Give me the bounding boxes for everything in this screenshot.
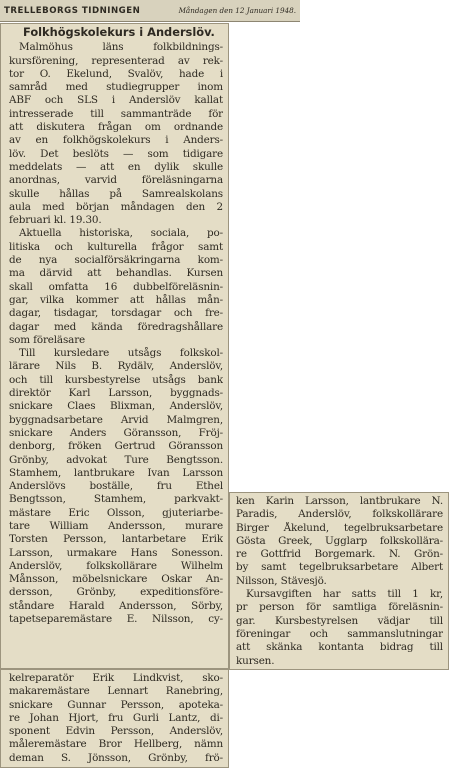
text-line: Nilsson, Stävesjö. — [236, 574, 327, 587]
text-line: gar, vilka kommer att hållas mån- — [9, 293, 223, 306]
text-line: kursen. — [236, 654, 275, 667]
text-line: byggnadsarbetare Arvid Malmgren, — [9, 413, 223, 426]
text-line: de nya socialförsäkringarna kom- — [9, 254, 223, 267]
text-line: Anderslöv, folkskollärare Wilhelm — [9, 559, 223, 572]
text-line: meddelats — att en dylik skulle — [9, 160, 223, 173]
text-line: dersson, Grönby, expeditionsföre- — [9, 586, 223, 599]
text-line: litiska och kulturella frågor samt — [9, 240, 223, 253]
text-line: Till kursledare utsågs folkskol- — [19, 347, 223, 360]
article-body-column-2 — [236, 495, 443, 668]
text-line: lärare Nils B. Rydälv, Anderslöv, — [9, 360, 223, 373]
text-line: direktör Karl Larsson, byggnads- — [9, 387, 223, 400]
text-line: skall omfatta 16 dubbelföreläsnin- — [9, 280, 223, 293]
text-line: ståndare Harald Andersson, Sörby, — [9, 599, 223, 612]
text-line: skulle hållas på Samrealskolans — [9, 187, 223, 200]
text-line: ken Karin Larsson, lantbrukare N. — [236, 495, 443, 507]
text-line: och till kursbestyrelse utsågs bank — [9, 373, 223, 386]
text-line: Gösta Greek, Ugglarp folkskollära- — [236, 534, 443, 547]
text-line: snickare Gunnar Persson, apoteka- — [9, 698, 223, 711]
text-line: sponent Edvin Persson, Anderslöv, — [9, 725, 223, 738]
issue-date: Måndagen den 12 Januari 1948. — [178, 6, 296, 15]
text-line: Birger Åkelund, tegelbruksarbetare — [236, 521, 443, 534]
text-line: Bengtsson, Stamhem, parkvakt- — [9, 493, 223, 506]
text-line: Anderslövs boställe, fru Ethel — [9, 480, 223, 493]
text-line: Stamhem, lantbrukare Ivan Larsson — [9, 466, 223, 479]
text-line: måleremästare Bror Hellberg, nämn — [9, 738, 223, 751]
text-line: re Johan Hjort, fru Gurli Lantz, di- — [9, 711, 223, 724]
text-line: deman S. Jönsson, Grönby, frö- — [9, 751, 223, 764]
text-line: att diskutera frågan om ordnande — [9, 121, 223, 134]
article-body-column-3 — [9, 672, 223, 765]
text-line: samråd med studiegrupper inom — [9, 81, 223, 94]
text-line: Månsson, möbelsnickare Oskar An- — [9, 573, 223, 586]
text-line: att skänka kontanta bidrag till — [236, 641, 443, 654]
text-line: Torsten Persson, lantarbetare Erik — [9, 533, 223, 546]
text-line: gar. Kursbestyrelsen vädjar till — [236, 614, 443, 627]
text-line: dagar med kända föredragshållare — [9, 320, 223, 333]
text-line: Grönby, advokat Ture Bengtsson. — [9, 453, 223, 466]
text-line: anordnas, varvid föreläsningarna — [9, 174, 223, 187]
text-line: som föreläsare — [9, 333, 86, 346]
text-line: kursförening, representerad av rek- — [9, 54, 223, 67]
text-line: februari kl. 19.30. — [9, 214, 102, 227]
text-line: denborg, fröken Gertrud Göransson — [9, 440, 223, 453]
text-line: aula med början måndagen den 2 — [9, 200, 223, 213]
article-column-1 — [0, 23, 229, 669]
text-line: tapetsераremästare E. Nilsson, cy- — [9, 613, 223, 626]
text-line: Larsson, urmakare Hans Sonesson. — [9, 546, 223, 559]
article-column-2 — [229, 492, 449, 670]
text-line: löv. Det beslöts — som tidigare — [9, 147, 223, 160]
text-line: Aktuella historiska, sociala, po- — [19, 227, 223, 240]
text-line: Kursavgiften har satts till 1 kr, — [246, 588, 443, 601]
article-title: Folkhögskolekurs i Anderslöv. — [23, 25, 215, 39]
text-line: tor O. Ekelund, Svalöv, hade i — [9, 67, 223, 80]
text-line: Malmöhus läns folkbildnings- — [19, 41, 223, 54]
article-column-3 — [0, 669, 229, 768]
newspaper-name: TRELLEBORGS TIDNINGEN — [4, 5, 141, 16]
text-line: Paradis, Anderslöv, folkskollärare — [236, 508, 443, 521]
text-line: pr person för samtliga föreläsnin- — [236, 601, 443, 614]
text-line: tare William Andersson, murare — [9, 519, 223, 532]
text-line: ABF och SLS i Anderslöv kallat — [9, 94, 223, 107]
masthead — [0, 0, 300, 22]
text-line: kelreparatör Erik Lindkvist, sko- — [9, 672, 223, 684]
text-line: dagar, tisdagar, torsdagar och fre- — [9, 307, 223, 320]
text-line: av en folkhögskolekurs i Anders- — [9, 134, 223, 147]
text-line: ma därvid att behandlas. Kursen — [9, 267, 223, 280]
text-line: intresserade till sammanträde för — [9, 107, 223, 120]
text-line: mästare Eric Olsson, gjuteriarbe- — [9, 506, 223, 519]
text-line: snickare Anders Göransson, Fröj- — [9, 426, 223, 439]
text-line: by samt tegelbruksarbetare Albert — [236, 561, 443, 574]
article-body-column-1 — [9, 41, 223, 626]
text-line: föreningar och sammanslutningar — [236, 627, 443, 640]
text-line: re Gottfrid Borgemark. N. Grön- — [236, 548, 443, 561]
text-line: snickare Claes Blixman, Anderslöv, — [9, 400, 223, 413]
text-line: makaremästare Lennart Ranebring, — [9, 685, 223, 698]
